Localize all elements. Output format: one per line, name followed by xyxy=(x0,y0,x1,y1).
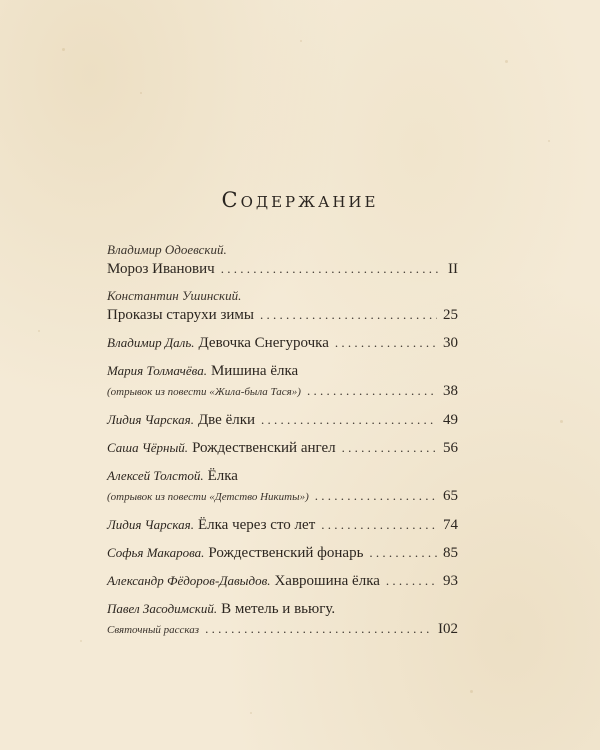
page-number: 38 xyxy=(443,383,458,399)
work-title: Рождественский фонарь xyxy=(208,545,364,561)
work-note: (отрывок из повести «Детство Никиты») xyxy=(107,491,309,503)
dot-leader xyxy=(221,259,440,279)
dot-leader xyxy=(260,305,437,325)
paper-speck xyxy=(38,330,40,332)
paper-speck xyxy=(140,92,142,94)
work-title: Ёлка xyxy=(207,468,238,484)
author-name: Лидия Чарская. xyxy=(107,517,194,532)
toc-entry[interactable] xyxy=(107,410,458,430)
author-name: Алексей Толстой. xyxy=(107,468,204,483)
author-name: Павел Засодимский. xyxy=(107,601,218,616)
page-number: 93 xyxy=(443,573,458,589)
work-title: Девочка Снегурочка xyxy=(198,335,329,351)
work-title: Проказы старухи зимы xyxy=(107,307,254,323)
dot-leader xyxy=(307,381,437,401)
page-title: Содержание xyxy=(221,188,379,212)
page-number: 49 xyxy=(443,412,458,428)
dot-leader xyxy=(261,410,437,430)
paper-speck xyxy=(560,420,563,423)
toc-entry[interactable] xyxy=(107,438,458,458)
toc-entry[interactable] xyxy=(107,466,458,507)
work-title: Хаврошина ёлка xyxy=(274,573,380,589)
work-note: (отрывок из повести «Жила-была Тася») xyxy=(107,386,301,398)
work-title: Мороз Иванович xyxy=(107,261,215,277)
paper-speck xyxy=(300,40,302,42)
toc-entry[interactable] xyxy=(107,241,458,279)
toc-entry[interactable] xyxy=(107,571,458,591)
author-name: Владимир Даль. xyxy=(107,335,195,350)
toc-entry[interactable] xyxy=(107,515,458,535)
page-number: 85 xyxy=(443,545,458,561)
dot-leader xyxy=(321,515,437,535)
paper-speck xyxy=(62,48,65,51)
work-title: В метель и вьюгу. xyxy=(221,601,336,617)
dot-leader xyxy=(335,333,437,353)
toc-entry[interactable] xyxy=(107,543,458,563)
paper-speck xyxy=(470,690,473,693)
work-title: Мишина ёлка xyxy=(210,363,299,379)
toc-entry[interactable] xyxy=(107,287,458,325)
toc-entry[interactable] xyxy=(107,361,458,402)
work-title: Две ёлки xyxy=(197,412,256,428)
author-name: Владимир Одоевский. xyxy=(107,242,227,257)
table-of-contents xyxy=(107,241,458,648)
paper-speck xyxy=(80,640,82,642)
author-name: Саша Чёрный. xyxy=(107,440,189,455)
page-number: 74 xyxy=(443,517,458,533)
dot-leader xyxy=(315,486,437,506)
page-number: 25 xyxy=(443,307,458,323)
page-number: 65 xyxy=(443,488,458,504)
page-number: I02 xyxy=(438,621,458,637)
dot-leader xyxy=(342,438,437,458)
work-note: Святочный рассказ xyxy=(107,624,200,636)
author-name: Александр Фёдоров-Давыдов. xyxy=(107,573,271,588)
page-number: II xyxy=(448,261,458,277)
paper-speck xyxy=(505,60,508,63)
author-name: Софья Макарова. xyxy=(107,545,205,560)
paper-speck xyxy=(250,712,252,714)
paper-speck xyxy=(548,140,550,142)
dot-leader xyxy=(386,571,437,591)
toc-entry[interactable] xyxy=(107,599,458,640)
work-title: Ёлка через сто лет xyxy=(197,517,316,533)
page-number: 30 xyxy=(443,335,458,351)
author-name: Мария Толмачёва. xyxy=(107,363,207,378)
dot-leader xyxy=(205,619,432,639)
author-name: Константин Ушинский. xyxy=(107,288,242,303)
dot-leader xyxy=(369,543,437,563)
author-name: Лидия Чарская. xyxy=(107,412,194,427)
page-number: 56 xyxy=(443,440,458,456)
work-title: Рождественский ангел xyxy=(192,440,336,456)
toc-entry[interactable] xyxy=(107,333,458,353)
